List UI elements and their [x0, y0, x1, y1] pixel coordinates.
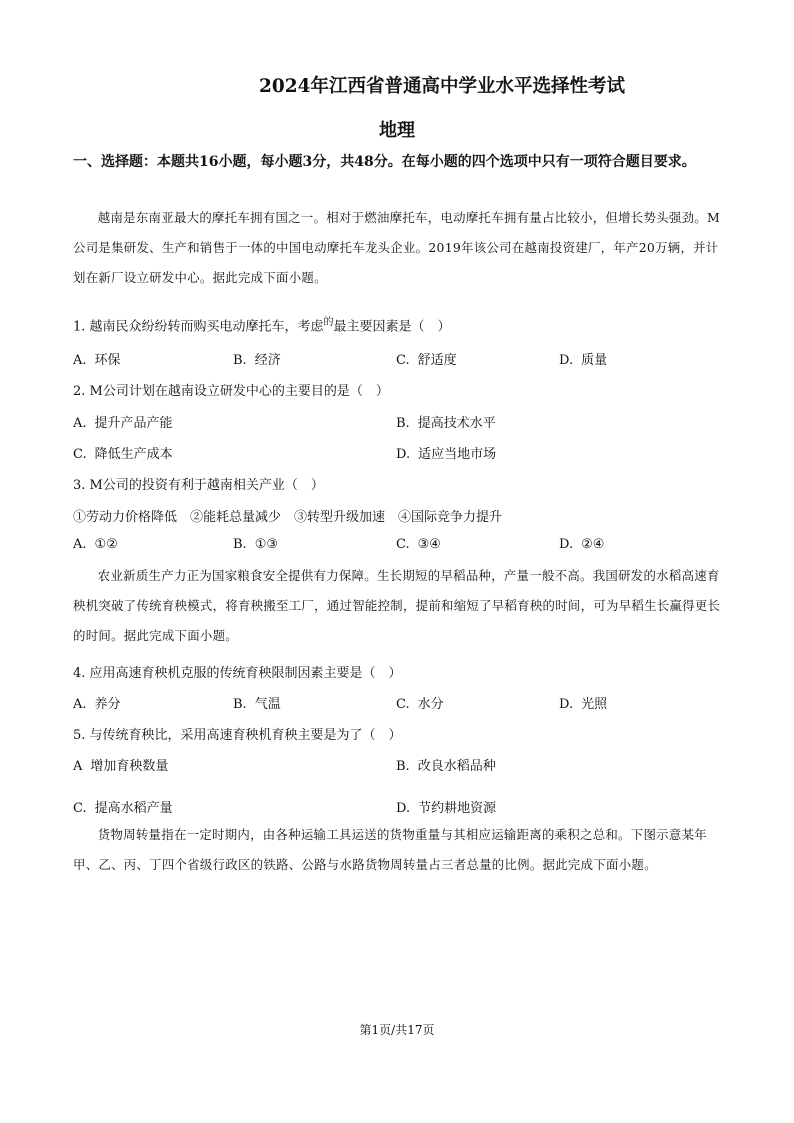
- option-label: A: [73, 759, 83, 774]
- option-label: B.: [396, 759, 410, 774]
- question-3-option-d[interactable]: [559, 537, 604, 552]
- option-text: 降低生产成本: [94, 447, 173, 462]
- option-label: B.: [396, 416, 410, 431]
- question-5-option-d[interactable]: [396, 797, 496, 816]
- question-2-option-b[interactable]: [396, 412, 496, 431]
- question-3-option-b[interactable]: [233, 537, 278, 552]
- option-text: ①②: [94, 537, 118, 552]
- passage-1: 越南是东南亚最大的摩托车拥有国之一。相对于燃油摩托车，电动摩托车拥有量占比较小，但增长势头强劲。M公司是集研发、生产和销售于一体的中国电动摩托车龙头企业。2019年该公司在越南投资建厂，年产20万辆，并计划在新厂设立研发中心。据此完成下面小题。: [73, 210, 720, 285]
- option-text: 养分: [94, 697, 121, 712]
- option-text: 环保: [94, 353, 121, 368]
- question-1-stem-part-a: 1. 越南民众纷纷转而购买电动摩托车，考虑: [73, 319, 324, 335]
- option-label: D.: [559, 353, 574, 368]
- option-text: 提高水稻产量: [94, 801, 173, 816]
- option-label: C.: [396, 537, 410, 552]
- option-text: 适应当地市场: [418, 447, 497, 462]
- option-label: D.: [559, 697, 574, 712]
- question-1-option-a[interactable]: [73, 349, 121, 368]
- question-5-stem: 5. 与传统育秧比，采用高速育秧机育秧主要是为了（ ）: [73, 728, 402, 743]
- passage-2: 农业新质生产力正为国家粮食安全提供有力保障。生长期短的早稻品种，产量一般不高。我国研发的水稻高速育秧机突破了传统育秧模式，将育秧搬至工厂，通过智能控制，提前和缩短了早稻育秧的时间，可为早稻生长赢得更长的时间。据此完成下面小题。: [73, 568, 721, 643]
- option-label: D.: [559, 537, 574, 552]
- option-text: 水分: [417, 697, 444, 712]
- question-1-stem-sup: 的: [323, 317, 334, 328]
- option-label: A.: [73, 697, 87, 712]
- option-label: C.: [396, 353, 410, 368]
- option-text: 改良水稻品种: [417, 759, 496, 774]
- option-text: 经济: [254, 353, 281, 368]
- option-text: ③④: [417, 537, 441, 552]
- question-1-option-b[interactable]: [233, 349, 281, 368]
- question-3-option-c[interactable]: [396, 537, 441, 552]
- question-4-option-b[interactable]: [233, 693, 281, 712]
- option-label: B.: [233, 537, 247, 552]
- option-label: A.: [73, 416, 87, 431]
- question-3-statements: ①劳动力价格降低 ②能耗总量减少 ③转型升级加速 ④国际竞争力提升: [73, 510, 503, 525]
- page-footer: 第1页/共17页: [359, 1023, 435, 1037]
- passage-3: 货物周转量指在一定时期内，由各种运输工具运送的货物重量与其相应运输距离的乘积之总和。下图示意某年甲、乙、丙、丁四个省级行政区的铁路、公路与水路货物周转量占三者总量的比例。据此完成下面小题。: [73, 827, 707, 872]
- option-text: 气温: [254, 697, 281, 712]
- option-label: C.: [73, 801, 87, 816]
- question-4-option-d[interactable]: [559, 693, 607, 712]
- option-text: 质量: [581, 353, 608, 368]
- question-2-option-d[interactable]: [396, 443, 496, 462]
- option-label: D.: [396, 801, 411, 816]
- question-5-option-a[interactable]: [73, 755, 168, 774]
- question-2-stem: 2. M公司计划在越南设立研发中心的主要目的是（ ）: [73, 384, 389, 399]
- option-text: 舒适度: [417, 353, 457, 368]
- question-1-option-c[interactable]: [396, 349, 457, 368]
- option-text: 光照: [581, 697, 608, 712]
- exam-title: 2024年江西省普通高中学业水平选择性考试: [259, 76, 625, 97]
- option-label: A.: [73, 537, 87, 552]
- option-text: ①③: [254, 537, 278, 552]
- option-label: A.: [73, 353, 87, 368]
- question-1-stem-part-b: 最主要因素是（ ）: [333, 319, 451, 335]
- option-text: 增加育秧数量: [90, 759, 169, 774]
- question-4-option-c[interactable]: [396, 693, 444, 712]
- subject-title: 地理: [379, 120, 415, 141]
- option-text: 节约耕地资源: [418, 801, 497, 816]
- question-3-stem: 3. M公司的投资有利于越南相关产业（ ）: [73, 478, 324, 493]
- question-1-option-d[interactable]: [559, 349, 607, 368]
- question-5-option-c[interactable]: [73, 797, 173, 816]
- question-2-option-a[interactable]: [73, 412, 173, 431]
- option-text: 提高技术水平: [417, 416, 496, 431]
- option-label: D.: [396, 447, 411, 462]
- option-label: C.: [396, 697, 410, 712]
- option-text: ②④: [581, 537, 605, 552]
- question-3-option-a[interactable]: [73, 537, 118, 552]
- option-label: B.: [233, 353, 247, 368]
- question-4-stem: 4. 应用高速育秧机克服的传统育秧限制因素主要是（ ）: [73, 666, 402, 681]
- question-5-option-b[interactable]: [396, 755, 496, 774]
- option-label: C.: [73, 447, 87, 462]
- question-2-option-c[interactable]: [73, 443, 173, 462]
- option-text: 提升产品产能: [94, 416, 173, 431]
- question-4-option-a[interactable]: [73, 693, 121, 712]
- option-label: B.: [233, 697, 247, 712]
- section-heading: 一、选择题：本题共16小题，每小题3分，共48分。在每小题的四个选项中只有一项符合题目要求。: [73, 154, 696, 170]
- question-1-stem: [73, 313, 451, 334]
